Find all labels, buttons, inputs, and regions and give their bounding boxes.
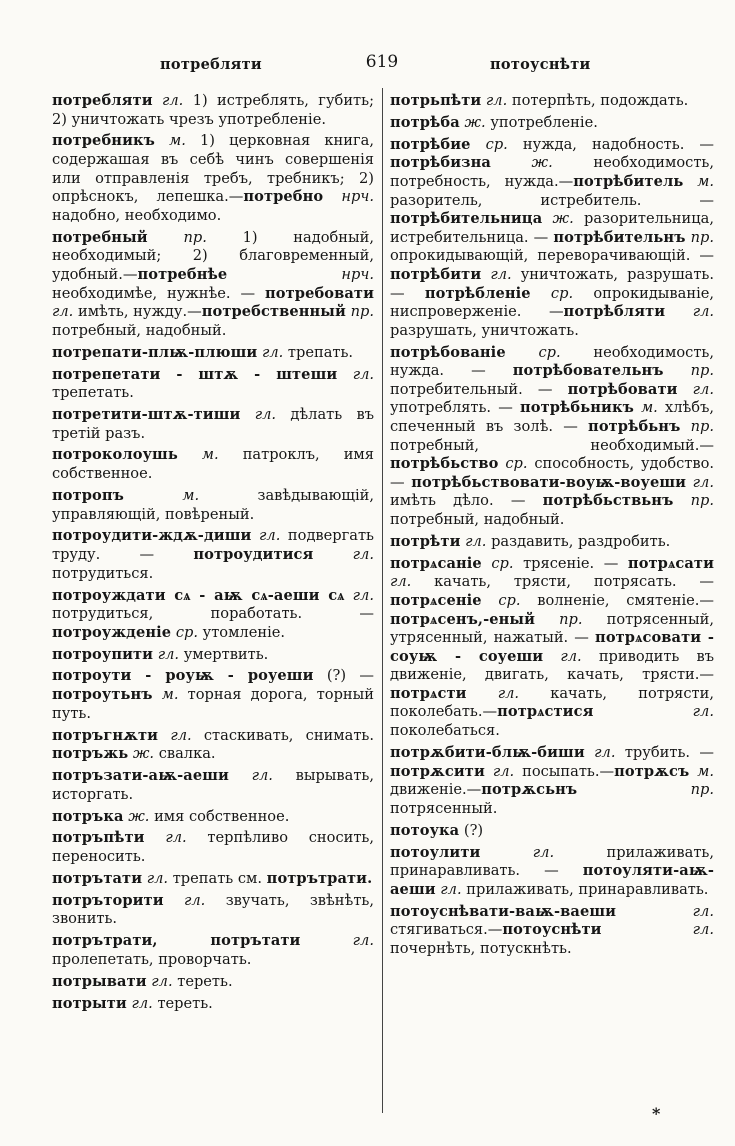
definition-text: уничтожать, разрушать. — [390,265,714,302]
definition-text: качать, трясти, потрясать. — [411,573,714,591]
headword: потрѫсъ [614,762,690,780]
dictionary-entry [390,92,714,111]
headword: потрѧсаніе [390,554,482,572]
definition-text: тереть. [172,972,233,990]
dictionary-entry [52,446,374,483]
definition-text: надобно, необходимо. [52,206,222,224]
definition-text: трепать см. [168,869,267,887]
grammar-label: гл. [126,994,153,1012]
definition-text: разрушать, уничтожать. [390,321,579,339]
headword: потрътрати, потрътати [52,932,301,950]
grammar-label: гл. [337,365,374,383]
definition-text: потрясенный, утрясенный, нажатый. — [390,610,714,647]
column-divider [382,88,383,1113]
grammar-label: м. [154,132,186,150]
definition-text: прилаживать, принаравливать. [461,880,709,898]
grammar-label: м. [123,486,200,504]
grammar-label: гл. [686,473,714,491]
headword: потрѧстися [497,703,594,721]
headword: потрьпѣти [390,92,482,109]
definition-text: трясеніе. — [513,554,628,572]
definition-text: потрясенный. [390,799,498,817]
definition-text: терпѣливо сносить, переносить. [52,829,374,866]
headword: потроутьнъ [52,686,153,704]
grammar-label: гл. [481,265,512,283]
definition-text: опрокидывающій, переворачивающій. — [390,247,714,265]
definition-text: способность, удобство.— [390,455,714,491]
headword: потрѣба [390,113,460,131]
definition-text: потребный, надобный. [52,321,227,339]
definition-text: имѣть дѣло. — [390,492,543,510]
headword: потрѣбие [390,135,471,153]
grammar-label: гл. [142,869,169,887]
headword: потрѧсовати - соуѭ - соуеши [390,629,714,665]
definition-text: 1) истреблять, губить; 2) уничтожать чрезъ употребленіе. [52,92,374,128]
grammar-label: ср. [481,591,521,609]
grammar-label: гл. [435,880,462,898]
definition-text: прилаживать, принаравливать. — [390,843,714,880]
right-column [390,92,714,962]
headword: потрѣбьнъ [588,417,681,435]
running-header [0,52,735,78]
grammar-label: гл. [163,891,206,909]
headword: потрѣбленіе [424,284,531,302]
grammar-label: пр. [147,228,207,246]
grammar-label: ср. [470,135,508,153]
dictionary-entry [52,767,374,804]
definition-text: хлѣбъ, спеченный въ золѣ. — [390,399,714,435]
dictionary-entry [390,344,714,530]
dictionary-entry [390,822,714,841]
grammar-label: гл. [601,921,714,939]
headword: потрѧсти [390,684,467,702]
header-left-catchword: потребляти [160,56,262,73]
left-column [52,92,374,1017]
headword: потрѫсьнъ [481,781,578,799]
definition-text: волненіе, смятеніе.— [520,591,715,609]
grammar-label: гл. [593,703,714,721]
headword: потрѣбовати [567,380,678,398]
definition-text: качать, потрясти, поколебать.— [390,684,715,721]
headword: потрѣбитель [573,172,684,190]
dictionary-entry [52,892,374,929]
definition-text: (?) [459,821,484,839]
dictionary-entry [52,870,374,889]
grammar-label: ж. [542,210,574,228]
grammar-label: ср. [498,455,528,473]
headword: потрѣбьникъ [520,399,634,417]
dictionary-entry [52,92,374,129]
headword: потретити-штѫ-тиши [52,405,241,423]
grammar-label: м. [177,446,219,464]
dictionary-entry [52,229,374,341]
headword: потрѣбьство [390,455,499,473]
definition-text: трепетать. [52,384,134,402]
dictionary-entry [52,366,374,403]
grammar-label: нрч. [227,265,374,283]
headword: потрѧсенъ,-еный [390,610,536,628]
header-right-catchword: потоуснѣти [490,56,591,73]
definition-text: патроклъ, имя собственное. [52,446,374,483]
dictionary-entry [390,555,714,741]
grammar-label: пр. [673,492,714,510]
grammar-label: ж. [128,745,155,763]
definition-text: стаскивать, снимать. [191,726,374,744]
headword: потръторити [52,891,164,909]
definition-text: разоритель, истребитель. — [390,191,714,209]
headword: потрѣбити [390,265,482,283]
definition-text: потребительный. — [390,380,568,398]
headword: потрѣти [390,532,461,550]
grammar-label: гл. [616,902,714,920]
definition-text: разорительница, истребительница. — [390,210,714,246]
grammar-label: м. [152,686,179,704]
dictionary-entry [52,587,374,643]
dictionary-entry [52,646,374,665]
headword: потръгнѫти [52,726,159,744]
definition-text: потерпѣть, подождать. [507,92,689,109]
headword: потоуснѣвати-ваѭ-ваеши [390,902,617,920]
definition-text: утомленіе. [198,623,286,641]
definition-text: посыпать.— [514,762,615,780]
grammar-label: гл. [257,343,284,361]
grammar-label: пр. [680,417,714,435]
headword: потрывати [52,972,147,990]
grammar-label: ср. [481,554,514,572]
headword: потрътрати. [266,869,373,887]
grammar-label: м. [689,762,714,780]
headword: потрыти [52,994,127,1012]
headword: потребляти [52,92,153,109]
headword: потроколоушь [52,446,178,464]
headword: потребнѣе [137,265,228,283]
definition-text: торная дорога, торный путь. [52,686,374,722]
grammar-label: гл. [677,380,714,398]
definition-text: трепать. [283,343,354,361]
headword: потрѣбьствьнъ [542,492,674,510]
headword: потръзати-аѭ-аеши [52,767,229,785]
definition-text: движеніе.— [390,781,482,799]
grammar-label: гл. [344,586,374,604]
definition-text: 1) надобный, необходимый; 2) благовременный, удобный.— [52,228,374,283]
grammar-label: гл. [481,92,508,109]
definition-text: умертвить. [179,645,269,663]
definition-text: имя собственное. [149,807,290,825]
grammar-label: гл. [300,932,374,950]
headword: потроудитися [193,546,314,564]
headword: потрѣбительница [390,210,543,228]
grammar-label: гл. [484,762,515,780]
definition-text: звучать, звѣнѣть, звонить. [52,891,374,928]
dictionary-entry [390,136,714,341]
headword: потрѧсати [627,554,714,572]
grammar-label: гл. [480,843,555,861]
grammar-label: гл. [52,303,74,321]
headword: потропъ [52,486,124,504]
dictionary-entry [52,406,374,443]
grammar-label: ср. [505,343,561,361]
definition-text: употребленіе. [485,113,598,131]
grammar-label: гл. [466,684,520,702]
headword: потрѫсити [390,762,485,780]
grammar-label: пр. [577,781,714,799]
dictionary-entry [52,727,374,764]
grammar-label: гл. [390,573,412,591]
dictionary-entry [52,344,374,363]
definition-text: трубить. — [615,743,715,761]
definition-text: приводить въ движеніе, двигать, качать, трясти.— [390,647,715,684]
grammar-label: гл. [152,92,184,109]
grammar-label: гл. [144,829,187,847]
headword: потребный [52,228,148,246]
headword: потрѣбительнъ [553,228,686,246]
grammar-label: гл. [460,532,487,550]
definition-text: почернѣть, потускнѣть. [390,939,572,957]
headword: потроути - роуѭ - роуеши [52,667,314,685]
headword: потрепетати - штѫ - штеши [52,365,338,383]
headword: потрѣбьствовати-воуѭ-воуеши [411,473,687,491]
definition-text: свалка. [154,745,216,763]
grammar-label: гл. [153,645,180,663]
definition-text: употреблять. — [390,399,520,417]
grammar-label: гл. [228,767,273,785]
definition-text: вырывать, исторгать. [52,767,374,803]
definition-text: потребный, необходимый.— [390,436,714,454]
definition-text: необходимость, нужда. — [390,343,714,380]
headword: потрѣбизна [390,154,491,172]
headword: потрѧсеніе [390,591,482,609]
dictionary-entry [390,533,714,552]
headword: потребственный [201,303,346,321]
headword: потръпѣти [52,829,145,847]
headword: потроудити-ждѫ-диши [52,527,252,545]
definition-text: опрокидываніе, ниспроверженіе. — [390,284,715,321]
dictionary-entry [52,973,374,992]
definition-text: раздавить, раздробить. [486,532,671,550]
headword: потоуляти-аѭ-аеши [390,862,714,898]
headword: потроупити [52,645,154,663]
grammar-label: гл. [251,527,281,545]
grammar-label: гл. [665,303,714,321]
definition-text: потребный, надобный. [390,510,565,528]
grammar-label: пр. [685,228,714,246]
headword: потрътати [52,869,143,887]
dictionary-entry [52,132,374,225]
definition-text: необходимость, потребность, нужда.— [390,154,714,190]
grammar-label: нрч. [323,188,375,206]
definition-text: поколебаться. [390,722,500,740]
grammar-label: гл. [146,972,173,990]
headword: потребно [243,188,324,206]
headword: потрѣбованіе [390,343,506,361]
definition-text: дѣлать въ третій разъ. [52,405,374,442]
dictionary-entry [52,527,374,583]
definition-text: потрудиться, поработать. — [52,605,374,623]
dictionary-entry [52,829,374,866]
headword: потоуснѣти [502,921,602,939]
dictionary-entry [390,903,714,959]
headword: потребовати [265,284,374,302]
grammar-label: ж. [123,807,150,825]
definition-text: необходимѣе, нужнѣе. — [52,284,266,302]
definition-text: стягиваться.— [390,921,503,939]
dictionary-entry [52,667,374,723]
grammar-label: ср. [171,623,198,641]
definition-text: пролепетать, проворчать. [52,950,252,968]
grammar-label: гл. [158,726,192,744]
definition-text: потрудиться. [52,564,154,582]
headword: потроуждати сѧ - аѭ сѧ-аеши сѧ [52,586,345,604]
grammar-label: пр. [663,362,714,380]
headword: потръжь [52,745,129,763]
dictionary-entry [390,114,714,133]
definition-text: (?) — [313,667,374,685]
grammar-label: ж. [459,113,486,131]
grammar-label: пр. [535,610,583,628]
definition-text: завѣдывающій, управляющій, повѣреный. [52,486,374,523]
dictionary-entry [52,932,374,969]
headword: потръка [52,807,124,825]
grammar-label: ср. [530,284,574,302]
grammar-label: гл. [543,647,582,665]
dictionary-entry [52,808,374,827]
grammar-label: пр. [345,303,374,321]
headword: потроужденіе [52,623,172,641]
definition-text: 1) церковная книга, содержашая въ себѣ чинъ совершенія или отправленія требъ, требникъ; 2) опрѣснокъ, лепешка.— [52,132,374,206]
definition-text: тереть. [152,994,213,1012]
footer-mark: * [652,1104,661,1123]
headword: потрепати-плѭ-плюши [52,343,258,361]
dictionary-entry [390,744,714,818]
grammar-label: м. [633,399,658,417]
headword: потоулити [390,843,481,861]
headword: потрѣбляти [563,303,666,321]
definition-text: подвергать труду. — [52,527,374,564]
grammar-label: гл. [313,546,374,564]
dictionary-entry [390,844,714,900]
headword: потоука [390,821,460,839]
definition-text: нужда, надобность. — [507,135,715,153]
dictionary-entry [52,487,374,524]
headword: потрѣбовательнъ [512,362,664,380]
headword: потрѫбити-блѭ-биши [390,743,585,761]
dictionary-entry [52,995,374,1014]
definition-text: имѣть, нужду.— [73,303,202,321]
page-number: 619 [365,52,399,72]
grammar-label: гл. [584,743,616,761]
headword: потребникъ [52,132,155,150]
grammar-label: ж. [490,154,553,172]
grammar-label: гл. [240,405,277,423]
grammar-label: м. [683,172,714,190]
